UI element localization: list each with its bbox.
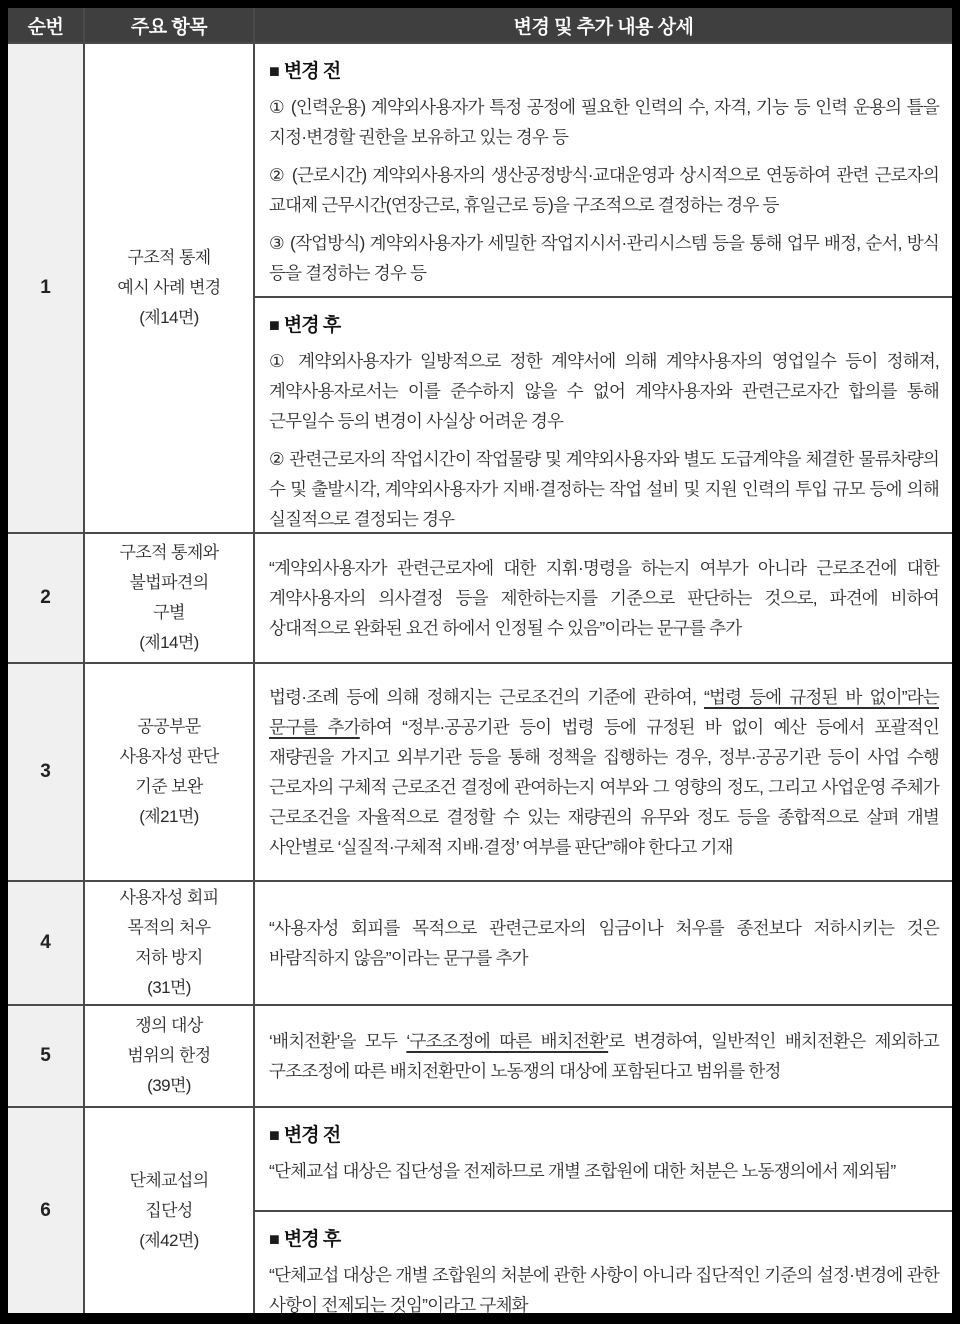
section-title-text: 변경 전: [283, 1125, 341, 1146]
row1-before-section: [255, 44, 952, 296]
square-bullet-icon: ■: [269, 1229, 279, 1249]
paragraph: “계약외사용자가 관련근로자에 대한 지휘·명령을 하는지 여부가 아니라 근로조건에 대한 계약사용자의 의사결정 등을 제한하는지를 기준으로 판단하는 것으로, 파견에 비하여 상대적으로 완화된 요건 하에서 인정될 수 있음”이라는 문구를 추가: [269, 558, 939, 638]
square-bullet-icon: ■: [269, 315, 279, 335]
square-bullet-icon: ■: [269, 61, 279, 81]
section-title: [269, 1120, 939, 1147]
paragraph: “단체교섭 대상은 집단성을 전제하므로 개별 조합원에 대한 처분은 노동쟁의에서 제외됨”: [269, 1161, 896, 1181]
row5-detail: [255, 1006, 952, 1106]
col-header-seq: 순번: [8, 8, 83, 42]
row6-detail: [255, 1108, 952, 1313]
row3-detail: [255, 664, 952, 880]
row1-seq: 1: [8, 44, 83, 532]
paragraph: ‘배치전환’을 모두 ‘구조조정에 따른 배치전환’로 변경하여, 일반적인 배치전환은 제외하고 구조조정에 따른 배치전환만이 노동쟁의 대상에 포함된다고 범위를 한정: [269, 1031, 939, 1081]
row1-detail: [255, 44, 952, 532]
row2-item: 구조적 통제와 불법파견의 구별 (제14면): [85, 534, 253, 662]
row2-detail: [255, 534, 952, 662]
col-header-detail: 변경 및 추가 내용 상세: [255, 8, 952, 42]
square-bullet-icon: ■: [269, 1125, 279, 1145]
paragraph: ③ (작업방식) 계약외사용자가 세밀한 작업지시서·관리시스템 등을 통해 업무 배정, 순서, 방식 등을 결정하는 경우 등: [269, 233, 939, 283]
row4-item: 사용자성 회피 목적의 처우 저하 방지 (31면): [85, 882, 253, 1004]
row3-item: 공공부문 사용자성 판단 기준 보완 (제21면): [85, 664, 253, 880]
row6-before-section: [255, 1108, 952, 1210]
row4-detail: [255, 882, 952, 1004]
paragraph: ② 관련근로자의 작업시간이 작업물량 및 계약외사용자와 별도 도급계약을 체결한 물류차량의 수 및 출발시각, 계약외사용자가 지배·결정하는 작업 설비 및 지원 인력의 투입 규모 등에 의해 실질적으로 결정되는 경우: [269, 449, 939, 529]
section-title-text: 변경 후: [283, 1229, 341, 1250]
row2-seq: 2: [8, 534, 83, 662]
row6-item: 단체교섭의 집단성 (제42면): [85, 1108, 253, 1313]
col-header-item: 주요 항목: [85, 8, 253, 42]
paragraph: ① (인력운용) 계약외사용자가 특정 공정에 필요한 인력의 수, 자격, 기능 등 인력 운용의 틀을 지정·변경할 권한을 보유하고 있는 경우 등: [269, 97, 939, 147]
section-title-text: 변경 후: [283, 315, 341, 336]
row1-after-section: [255, 298, 952, 532]
section-title: [269, 310, 939, 337]
section-title-text: 변경 전: [283, 61, 341, 82]
section-title: [269, 1224, 939, 1251]
section-title: [269, 56, 939, 83]
row3-seq: 3: [8, 664, 83, 880]
row5-seq: 5: [8, 1006, 83, 1106]
row1-item: 구조적 통제 예시 사례 변경 (제14면): [85, 44, 253, 532]
paragraph: ① 계약외사용자가 일방적으로 정한 계약서에 의해 계약사용자의 영업일수 등이 정해져, 계약사용자로서는 이를 준수하지 않을 수 없어 계약사용자와 관련근로자간 합의를 통해 근무일수 등의 변경이 사실상 어려운 경우: [269, 351, 939, 431]
paragraph: “사용자성 회피를 목적으로 관련근로자의 임금이나 처우를 종전보다 저하시키는 것은 바람직하지 않음”이라는 문구를 추가: [269, 918, 939, 968]
row4-seq: 4: [8, 882, 83, 1004]
paragraph: 법령·조례 등에 의해 정해지는 근로조건의 기준에 관하여, “법령 등에 규정된 바 없이”라는 문구를 추가하여 “정부·공공기관 등이 법령 등에 규정된 바 없이 예산 등에서 포괄적인 재량권을 가지고 외부기관 등을 통해 정책을 집행하는 경우, 정부·공공기관 등이 사업 수행 근로자의 구체적 근로조건 결정에 관여하는지 여부와 그 영향의 정도, 그리고 사업운영 주체가 근로조건을 자율적으로 결정할 수 있는 재량권의 유무와 정도 등을 종합적으로 살펴 개별 사안별로 ‘실질적·구체적 지배·결정’ 여부를 판단”해야 한다고 기재: [269, 687, 939, 857]
paragraph: ② (근로시간) 계약외사용자의 생산공정방식·교대운영과 상시적으로 연동하여 관련 근로자의 교대제 근무시간(연장근로, 휴일근로 등)을 구조적으로 결정하는 경우 등: [269, 165, 939, 215]
row6-after-section: [255, 1212, 952, 1313]
paragraph: “단체교섭 대상은 개별 조합원의 처분에 관한 사항이 아니라 집단적인 기준의 설정·변경에 관한 사항이 전제되는 것임”이라고 구체화: [269, 1265, 939, 1313]
row5-item: 쟁의 대상 범위의 한정 (39면): [85, 1006, 253, 1106]
row6-seq: 6: [8, 1108, 83, 1313]
changes-table: [8, 8, 952, 1313]
